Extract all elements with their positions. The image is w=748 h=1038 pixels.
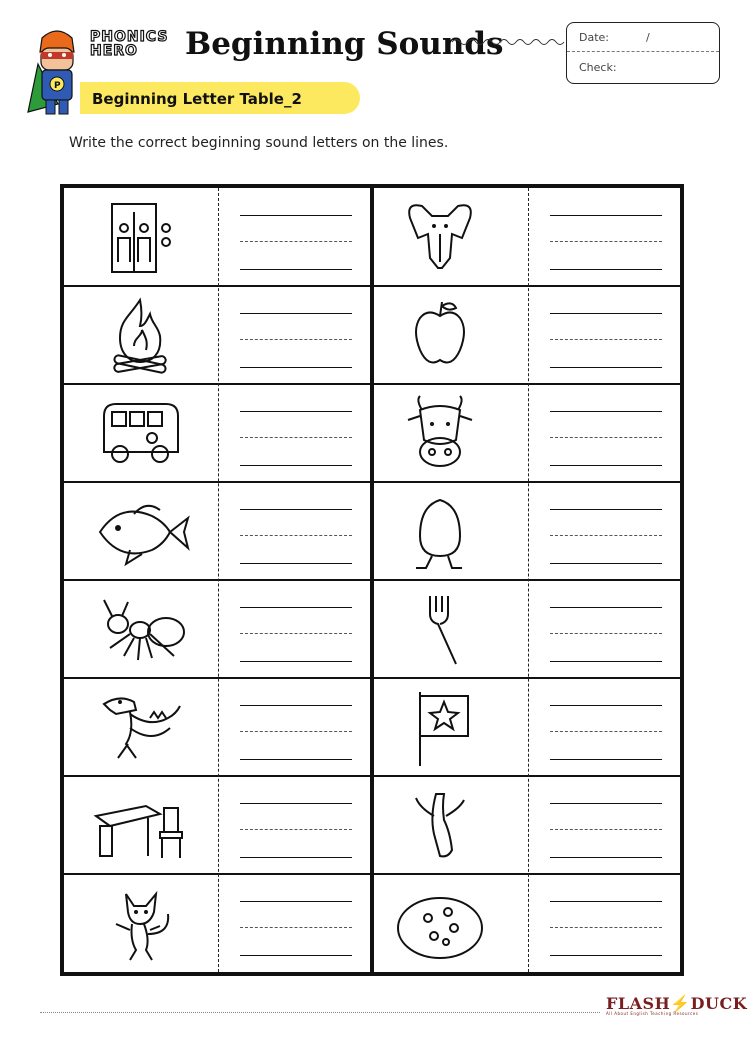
row-divider <box>64 481 680 483</box>
date-label: Date: <box>579 31 609 44</box>
writing-line-middle-dashed <box>550 927 662 928</box>
writing-line-top <box>550 901 662 902</box>
footer-dotted-line <box>40 1012 600 1013</box>
elevator-icon <box>90 198 190 278</box>
writing-line-bottom <box>240 857 352 858</box>
page-title: Beginning Sounds <box>185 26 504 62</box>
writing-line-top <box>240 215 352 216</box>
writing-line-top <box>240 705 352 706</box>
writing-line-bottom <box>550 465 662 466</box>
writing-line-top <box>550 803 662 804</box>
instructions-text: Write the correct beginning sound letters on the lines. <box>69 135 449 151</box>
writing-line-middle-dashed <box>550 241 662 242</box>
writing-line-bottom <box>240 955 352 956</box>
date-box-divider <box>567 51 719 52</box>
writing-line-middle-dashed <box>240 437 352 438</box>
elephant-icon <box>390 198 490 278</box>
writing-line-top <box>240 607 352 608</box>
brand-logo <box>90 30 168 58</box>
writing-line-middle-dashed <box>550 437 662 438</box>
date-check-box <box>566 22 720 84</box>
cookie-icon <box>390 884 490 964</box>
writing-line-middle-dashed <box>240 927 352 928</box>
svg-text:P: P <box>54 81 61 91</box>
logo-right: DUCK <box>690 994 748 1013</box>
writing-line-bottom <box>240 661 352 662</box>
flash-duck-logo <box>606 994 747 1016</box>
writing-line-middle-dashed <box>240 241 352 242</box>
writing-line-middle-dashed <box>550 535 662 536</box>
writing-line-middle-dashed <box>240 633 352 634</box>
writing-line-bottom <box>550 955 662 956</box>
fork-icon <box>390 590 490 670</box>
writing-line-bottom <box>240 367 352 368</box>
brand-top: PHONICS <box>90 29 169 45</box>
logo-tagline: All About English Teaching Resources <box>606 1011 699 1016</box>
row-divider <box>64 677 680 679</box>
writing-line-top <box>240 313 352 314</box>
cow-icon <box>390 394 490 474</box>
flag-icon <box>390 688 490 768</box>
logo-left: FLASH <box>606 994 671 1013</box>
apple-icon <box>390 296 490 376</box>
fire-icon <box>90 296 190 376</box>
egg-icon <box>390 492 490 572</box>
writing-line-top <box>240 411 352 412</box>
writing-line-bottom <box>550 269 662 270</box>
writing-line-top <box>550 509 662 510</box>
fish-icon <box>90 492 190 572</box>
row-divider <box>64 873 680 875</box>
writing-line-bottom <box>550 563 662 564</box>
left-column-dashed-divider <box>218 188 219 972</box>
date-separator: / <box>646 31 650 44</box>
wavy-line-decoration <box>452 36 566 48</box>
writing-line-top <box>240 901 352 902</box>
fox-icon <box>90 884 190 964</box>
desk-icon <box>90 786 190 866</box>
writing-line-top <box>550 313 662 314</box>
row-divider <box>64 775 680 777</box>
writing-line-top <box>240 509 352 510</box>
writing-line-bottom <box>240 563 352 564</box>
writing-line-middle-dashed <box>550 829 662 830</box>
right-column-dashed-divider <box>528 188 529 972</box>
check-label: Check: <box>579 61 617 74</box>
writing-line-middle-dashed <box>550 339 662 340</box>
writing-line-middle-dashed <box>550 731 662 732</box>
writing-line-bottom <box>240 269 352 270</box>
row-divider <box>64 383 680 385</box>
row-divider <box>64 579 680 581</box>
writing-line-top <box>550 411 662 412</box>
dinosaur-icon <box>90 688 190 768</box>
writing-line-middle-dashed <box>240 535 352 536</box>
phonics-hero-mascot-icon <box>28 24 86 116</box>
banana-icon <box>390 786 490 866</box>
writing-line-middle-dashed <box>550 633 662 634</box>
writing-line-bottom <box>240 759 352 760</box>
writing-line-bottom <box>550 759 662 760</box>
writing-line-top <box>550 215 662 216</box>
writing-line-bottom <box>550 857 662 858</box>
ant-icon <box>90 590 190 670</box>
writing-line-bottom <box>550 661 662 662</box>
row-divider <box>64 285 680 287</box>
writing-line-bottom <box>550 367 662 368</box>
subtitle-text: Beginning Letter Table_2 <box>92 90 302 108</box>
writing-line-middle-dashed <box>240 829 352 830</box>
writing-line-top <box>240 803 352 804</box>
writing-line-middle-dashed <box>240 731 352 732</box>
brand-bottom: HERO <box>90 43 138 59</box>
lightning-icon: ⚡ <box>670 994 691 1013</box>
writing-line-middle-dashed <box>240 339 352 340</box>
writing-line-top <box>550 705 662 706</box>
writing-line-top <box>550 607 662 608</box>
bus-icon <box>90 394 190 474</box>
writing-line-bottom <box>240 465 352 466</box>
